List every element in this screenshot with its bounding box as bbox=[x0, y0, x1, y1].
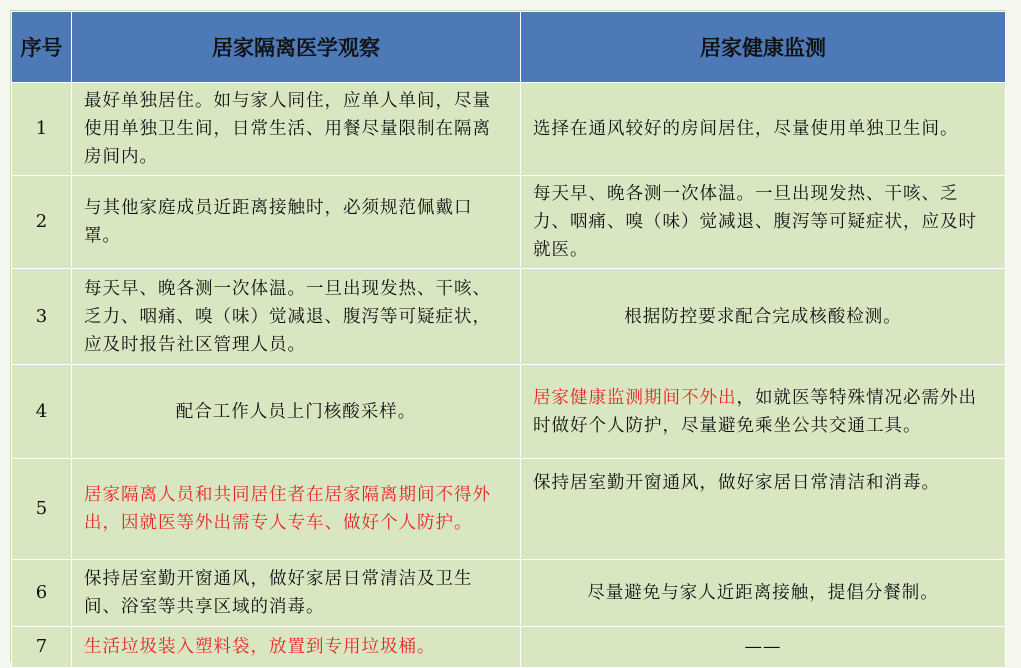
isolation-cell bbox=[72, 365, 521, 459]
isolation-cell bbox=[72, 176, 521, 269]
table-row bbox=[12, 269, 1006, 365]
cell-text: 保持居室勤开窗通风，做好家居日常清洁和消毒。 bbox=[533, 473, 940, 493]
cell-text: 选择在通风较好的房间居住，尽量使用单独卫生间。 bbox=[533, 119, 959, 139]
table-row bbox=[12, 627, 1006, 668]
monitoring-cell bbox=[521, 459, 1006, 560]
table-row bbox=[12, 560, 1006, 627]
monitoring-cell bbox=[521, 560, 1006, 627]
header-home-isolation: 居家隔离医学观察 bbox=[72, 12, 521, 83]
cell-text-highlight: 居家隔离人员和共同居住者在居家隔离期间不得外出，因就医等外出需专人专车、做好个人防护。 bbox=[84, 485, 491, 533]
cell-text: 保持居室勤开窗通风，做好家居日常清洁及卫生间、浴室等共享区域的消毒。 bbox=[84, 569, 473, 617]
row-index: 5 bbox=[12, 459, 72, 560]
cell-text: 根据防控要求配合完成核酸检测。 bbox=[624, 306, 902, 327]
row-index: 3 bbox=[12, 269, 72, 365]
header-row bbox=[12, 12, 1006, 83]
cell-text: ，如就医等特殊情况必需外出时做好个人防护，尽量避免乘坐公共交通工具。 bbox=[533, 387, 977, 436]
isolation-cell bbox=[72, 83, 521, 176]
monitoring-cell bbox=[521, 365, 1006, 459]
table-row bbox=[12, 176, 1006, 269]
isolation-cell bbox=[72, 459, 521, 560]
row-index: 2 bbox=[12, 176, 72, 269]
cell-text: 最好单独居住。如与家人同住，应单人单间，尽量使用单独卫生间，日常生活、用餐尽量限制在隔离房间内。 bbox=[84, 91, 491, 167]
header-index: 序号 bbox=[12, 12, 72, 83]
cell-text: —— bbox=[744, 637, 782, 657]
cell-text-highlight: 居家健康监测期间不外出 bbox=[533, 387, 737, 408]
monitoring-cell bbox=[521, 176, 1006, 269]
row-index: 7 bbox=[12, 627, 72, 668]
table-row bbox=[12, 459, 1006, 560]
cell-text: 每天早、晚各测一次体温。一旦出现发热、干咳、乏力、咽痛、嗅（味）觉减退、腹泻等可疑症状，应及时就医。 bbox=[533, 184, 977, 260]
row-index: 1 bbox=[12, 83, 72, 176]
header-home-monitoring: 居家健康监测 bbox=[521, 12, 1006, 83]
isolation-cell bbox=[72, 269, 521, 365]
cell-text: 配合工作人员上门核酸采样。 bbox=[175, 401, 417, 422]
cell-text: 每天早、晚各测一次体温。一旦出现发热、干咳、乏力、咽痛、嗅（味）觉减退、腹泻等可疑症状，应及时报告社区管理人员。 bbox=[84, 278, 491, 355]
comparison-table-frame bbox=[10, 10, 1006, 662]
monitoring-cell bbox=[521, 627, 1006, 668]
table-row bbox=[12, 365, 1006, 459]
cell-text-highlight: 生活垃圾装入塑料袋，放置到专用垃圾桶。 bbox=[84, 637, 436, 657]
monitoring-cell bbox=[521, 83, 1006, 176]
isolation-cell bbox=[72, 560, 521, 627]
isolation-cell bbox=[72, 627, 521, 668]
comparison-table bbox=[11, 11, 1006, 668]
cell-text: 尽量避免与家人近距离接触，提倡分餐制。 bbox=[587, 583, 939, 603]
row-index: 4 bbox=[12, 365, 72, 459]
cell-text: 与其他家庭成员近距离接触时，必须规范佩戴口罩。 bbox=[84, 198, 473, 246]
table-row bbox=[12, 83, 1006, 176]
row-index: 6 bbox=[12, 560, 72, 627]
monitoring-cell bbox=[521, 269, 1006, 365]
